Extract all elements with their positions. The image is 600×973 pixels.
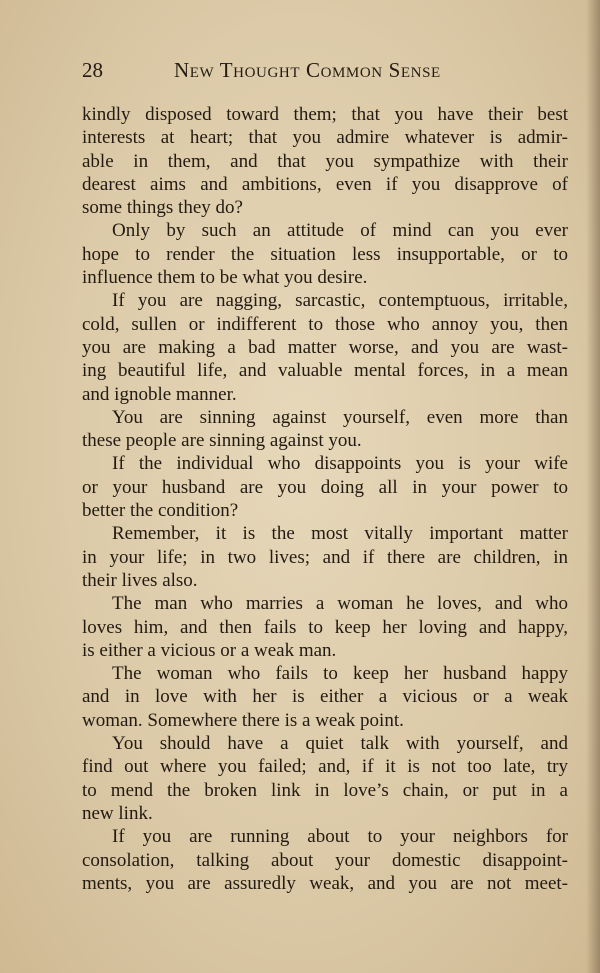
text-line: or your husband are you doing all in your power to bbox=[82, 476, 568, 498]
text-line: ing beautiful life, and valuable mental forces, in a mean bbox=[82, 360, 568, 382]
text-line: to mend the broken link in love’s chain, or put in a bbox=[82, 779, 568, 801]
text-line: is either a vicious or a weak man. bbox=[82, 639, 337, 661]
text-line: new link. bbox=[82, 802, 153, 824]
page-number: 28 bbox=[82, 58, 103, 82]
text-line: their lives also. bbox=[82, 569, 198, 591]
text-line: woman. Somewhere there is a weak point. bbox=[82, 709, 404, 731]
text-line: If you are nagging, sarcastic, contemptuous, irritable, bbox=[112, 290, 568, 312]
text-line: kindly disposed toward them; that you have their best bbox=[82, 104, 568, 125]
text-line: better the condition? bbox=[82, 500, 239, 522]
text-line: You should have a quiet talk with yourself, and bbox=[112, 733, 568, 755]
text-line: The woman who fails to keep her husband happy bbox=[112, 663, 568, 685]
text-line: dearest aims and ambitions, even if you disapprove of bbox=[82, 173, 568, 195]
text-line: able in them, and that you sympathize with their bbox=[82, 150, 568, 172]
text-line: Only by such an attitude of mind can you ever bbox=[112, 220, 568, 242]
text-line: hope to render the situation less insupportable, or to bbox=[82, 243, 568, 265]
text-line: interests at heart; that you admire whatever is admir- bbox=[82, 127, 568, 149]
body-text bbox=[82, 103, 568, 895]
text-line: in your life; in two lives; and if there are children, in bbox=[82, 546, 568, 568]
running-head bbox=[82, 58, 568, 88]
text-line: The man who marries a woman he loves, and who bbox=[112, 593, 568, 615]
text-line: some things they do? bbox=[82, 197, 243, 219]
text-line: consolation, talking about your domestic disappoint- bbox=[82, 849, 568, 871]
text-line: influence them to be what you desire. bbox=[82, 267, 368, 289]
text-line: and ignoble manner. bbox=[82, 383, 237, 405]
text-line: You are sinning against yourself, even more than bbox=[112, 406, 568, 428]
text-line: loves him, and then fails to keep her loving and happy, bbox=[82, 616, 568, 638]
text-line: cold, sullen or indifferent to those who annoy you, then bbox=[82, 313, 568, 335]
text-line: you are making a bad matter worse, and you are wast- bbox=[82, 336, 568, 358]
running-title: New Thought Common Sense bbox=[174, 58, 441, 82]
text-line: Remember, it is the most vitally important matter bbox=[112, 523, 568, 545]
text-line: ments, you are assuredly weak, and you are not meet- bbox=[82, 872, 568, 894]
text-line: these people are sinning against you. bbox=[82, 430, 362, 452]
text-line: find out where you failed; and, if it is not too late, try bbox=[82, 756, 568, 778]
text-line: and in love with her is either a vicious or a weak bbox=[82, 686, 568, 708]
text-line: If you are running about to your neighbors for bbox=[112, 826, 568, 848]
text-line: If the individual who disappoints you is your wife bbox=[112, 453, 568, 475]
